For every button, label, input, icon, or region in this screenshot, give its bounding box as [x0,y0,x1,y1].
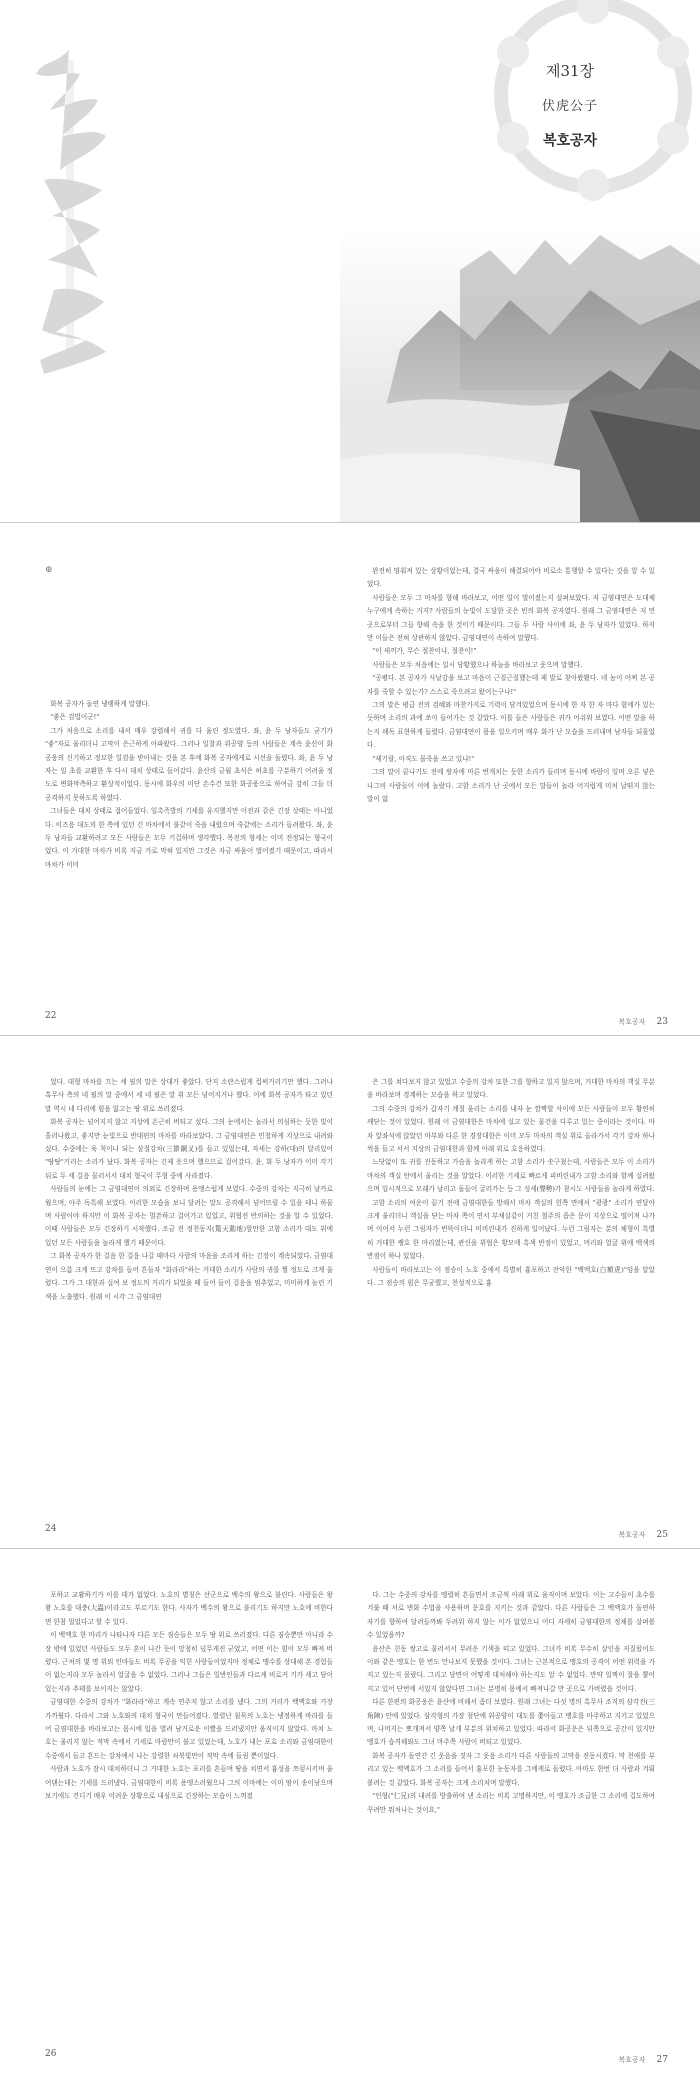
page-26 [0,1549,350,2073]
paragraph: 그녀들은 대치 상태로 접어들었다. 일촉즉발의 기세를 유지했지만 이전과 같은 긴장 상태는 아니었다. 이즈음 대도의 한 쪽에 있던 긴 마차에서 불같이 죽을 내렸으며 죽같에는 소리가 들려왔다. 좌, 윤 두 낭자들 교환하려고 모든 사람들은 모두 기겁하며 생각했다. 목전의 형세는 이미 전정되는 형국이었다. 이 거대한 마차가 비록 지금 가로 막혀 있지만 그것은 자금 싸움이 벌어졌기 때문이고, 따라서 마차가 이미 [45,807,333,869]
paragraph: 그의 말이 끝나기도 전에 쌍자에 마른 번개치는 듯한 소리가 들리며 동시에 바람이 일며 오른 넣은 나그비 사람들이 이에 놀랐다. 고함 소리가 난 곳에서 모든 말들이 놀라 어지럽게 미처 날뛰지 않는 말이 없 [367,768,655,803]
running-title: 복호공자 [618,1018,646,1026]
page-footer [618,2047,668,2066]
page-24 [0,1036,350,1548]
ink-landscape-illustration [340,230,700,522]
paragraph: 다른 한편의 화공웅은 윤산에 비해서 좀더 보였다. 원래 그녀는 다섯 명의 흑무사 조직의 삼각진(三角陣) 안에 있었다. 삼각형의 가장 첨단에 위공양이 대도를 쫓아들고 멩호를 마주하고 지키고 있었으며, 나머지는 뽀개져서 양쪽 날개 부분의 위치하고 있었다. 따라서 화공운은 뒤쪽으로 공간이 있지만 맹호가 습격해와도 그녀 마주쪽 사람이 버티고 있었다. [367,1698,655,1747]
paragraph: 다. 그는 수중의 강차를 맹렬히 흔들면서 조금씩 아래 위로 움직이며 보았다. 이는 고수들이 초수를 겨룰 때 서로 변화 수법을 사용하며 문호를 지키는 것과 같았다. 다른 사람들은 그 백액호가 돌연하 자기를 향하여 달려들까봐 두려워 하지 않는 이가 없었으니 어디 자세히 금염대한의 정체를 살펴볼 수 있었을까? [367,1591,655,1640]
page-number: 23 [656,1017,668,1027]
paragraph: "좋은 검법이군!" [50,713,100,722]
chapter-title-block [470,60,670,150]
paragraph: 윤산은 친동 쌍고로 물러서서 무려운 기색을 띠고 있었다. 그녀가 비록 무수히 살인을 저질렀어도 이와 같은 맹호는 한 번도 만나보지 못했을 것이다. 그녀는 근본적으로 맹호의 공격이 어떤 위력을 가지고 있는지 몰랐다. 그리고 당면이 어떻게 대처해야 하는지도 알 수 없었다. 만약 일찍이 잘을 뿔어지고 있어 단번에 서있지 않았다면 그녀는 분명히 몸에서 빠져나갈 만 곳으로 가버렸을 것이다. [367,1644,655,1693]
page-25-text [367,1076,655,1486]
paragraph: 포하고 교활하기가 이를 데가 없었다. 노호의 별칭은 산군으로 백수의 왕으로 불린다. 사람들은 왕왕 노호를 대충(大蟲)이라고도 부르기도 한다. 사자가 백수의 왕으로 불리기도 하지만 노호에 비한다면 한참 멀었다고 할 수 있다. [45,1591,333,1626]
spread-pages-22-23 [0,523,700,1035]
paragraph: 사람들의 눈에는 그 금염대연이 의외로 긴장하며 용맹스럽게 보였다. 수중의 강차는 지극히 날카로웠으며, 아주 독특해 보였다. 이러한 모습을 보니 달려는 말도 공격해서 넘어뜨릴 수 있을 테니 하물며 사람이야 하지만 이 화복 공자는 멀쓴하고 걸어가고 있었고, 위협전 반의하는 것을 알 수 있었다. 이때 사람들은 모두 긴장하기 시작했다. 조금 전 정천동지(驚天動地)할만한 고함 소리가 대도 위에 있던 모든 사람들을 놀라게 했기 때문이다. [45,1185,333,1247]
chapter-number: 제31장 [545,62,595,80]
page-27-text [367,1589,655,2011]
page-22 [0,523,350,1035]
paragraph: 고함 소리의 여운이 끝기 전에 금염대한들 방해서 마차 객실의 헌쪽 면에서 "쾅쾅" 소리가 연달아 크게 울리더니 객실을 닫는 마차 쪽이 연서 부채살같이 거친 철주의 좁은 문이 지상으로 떨어져 나가며 이어서 누런 그림자가 번뜩이더니 비비린내가 진하게 일어났다. 누런 그림자는 분의 체형이 특별히 거대한 쌩호 한 마리였는데, 관신을 위협은 황모에 흑색 반점이 있었고, 머리와 얼굴 위에 백색의 반점이 하나 있었다. [367,1198,655,1261]
paragraph: "공평다. 본 공자가 사날감을 보고 마음이 근질근질했는데 제 발로 찾아왔봤다. 네 놈이 어찌 본 공자를 죽할 수 있는가? 스스로 죽으려고 왔어는구나!" [367,674,655,696]
paragraph: 사람과 노호가 잠시 대치하더니 그 거대한 노호는 포리를 흔들며 땅을 치면서 흉성을 쯔렁시키며 울어댄는데는 기세를 드러냈다. 금염대한이 비록 용맹스러웠으나 그의 이마에는 이미 땀이 송이남으며 보기에도 견디기 매우 어려운 상황으로 내심으로 긴장하는 모습이 느껴졌 [45,1765,333,1801]
spread-chapter-opener [0,0,700,522]
paragraph: 느닷없이 또 귀를 진동하고 가슴을 놀라게 하는 고함 소리가 솟구쳤는데, 사람들은 모두 이 소리가 마차의 객실 안에서 울리는 것을 알았다. 이러한 기세로 빠르게 피비린내가 고함 소리와 함께 실려왔으며 일시적으로 모래가 날리고 돌들이 굴러가는 등 그 성세(聲勢)가 참시도 사람들을 놀라게 하였다. [367,1158,655,1194]
paragraph: 금염대한 수중의 강차가 "화라라"하고 계속 연주지 않고 소리를 냈다. 그의 거리가 백액호와 가장 가까웠다. 다라서 그와 노호와의 대치 형국이 만들어졌다. 열렬난 침묵의 노호는 냉정하게 바라를 들어 금염대한을 바라보고는 몸시에 입을 벌려 남거로운 이빨을 드러냈지만 움직이지 않았다. 마치 노호는 울리지 않는 적막 속에서 기세로 마람만이 불고 있었는데, 노호가 내는 포효 소리와 금염대한이 수중에서 들고 흔드는 강차에서 나는 강렬한 쇠북빛만이 적막 속에 들림 뿐이었다. [45,1698,333,1760]
paragraph: "이 새끼가, 무슨 절찬이냐, 절찬이!" [372,647,477,656]
paragraph: 그가 처음으로 소리를 내서 매우 강렬해서 귀를 다 울린 정도였다. 좌, 윤 두 낭자들도 굳기가 "좋"자로 울리더니 고막이 은근하게 아파왔다. 그러나 일찰과 위공양 등의 사람들은 계속 윤산이 화공웅의 신기하고 정묘한 일검을 받아내는 것을 본 후에 화복 공자에게로 시선을 돌렸다. 좌, 윤 두 낭자는 일 초를 교환한 후 다시 대치 상태로 들어갔다. 윤산의 금월 초식은 허초를 구분하기 어려울 정도로 변화막측하고 환상적이었다. 동시에 화우의 미단 손수건 또한 화공웅으로 하여금 감히 그들 더 공격하지 못하도록 하였다. [45,726,333,802]
paragraph: 었다. 대형 마차를 끄는 세 필의 말은 상대가 좋았다. 단지 소란스럽게 컵써거리기만 했다. 그러나 혹무사 측의 네 필의 말 중에서 세 네 필은 말 위 모든 넘어지거나 했다. 이에 화복 공자가 타고 있던 말 역시 네 다리에 힘을 잃고는 땅 위로 쓰러졌다. [45,1078,333,1113]
paragraph: 사람들은 모두 그 마차를 향해 바라보고, 어떤 일이 벌어졌는지 살펴보았다. 저 금염대연은 도대체 누구에게 속하는 거지? 사람들의 눈빛이 도달한 곳은 빈의 화복 공자였다. 원래 그 금염대연은 저 먼 곳으로부터 그들 향해 속을 한 것이기 때문이다. 그들 두 사람 사이에 좌, 윤 두 낭자가 있었다. 하지만 이들은 전혀 상관하지 않았다. 금염대연이 속하여 말했다. [367,593,655,643]
paragraph: 화복 공자는 넘어지지 않고 지상에 온근히 버티고 섰다. 그의 눈에서는 놀라서 의심하는 듯한 빛이 흘러나왔고, 좋지만 눈빛으로 반대편의 마차를 바라보았다. 그 금염대연은 민첩하게 지상으로 내려와 섰다. 수중에는 육 척이나 되는 삼절강차(三節鋼叉)를 들고 있었는데, 자세는 강하(대)의 달리있어 "땅땅"거리는 소리가 났다. 화복 공자는 긴제 옷으며 했으므로 걸어갔다. 윤, 화 두 낭자가 이미 각기 뒤로 두 세 걸음 물러서서 대치 형국이 무형 중에 사라졌다. [45,1118,333,1180]
page-footer [618,1009,668,1028]
page-23 [350,523,700,1035]
paragraph: 화복 공자가 돌연 냉랭하게 말했다. [50,700,150,708]
page-25 [350,1036,700,1548]
paragraph: 그 화복 공자가 한 걸음 한 걸음 나갈 때마다 사람의 마음을 조리게 하는 긴장이 계속되었다. 금염대연이 으름 크게 뜨고 강차를 들어 흔들자 "화라라"하는 거대한 소리가 사람의 귀를 찔 정도로 크게 울렸다. 그가 그 대한과 십여 보 정도의 거리가 되었을 때 들어 들어 걸음을 멈추었고, 미미하게 놀린 기색을 노출했다. 원래 이 시각 그 금염대연 [45,1252,333,1301]
page-number: 27 [656,2055,668,2065]
spread-pages-26-27 [0,1549,700,2073]
section-marker: ⊕ [45,565,53,575]
paragraph: 완전히 멈춰져 있는 상황이었는데, 결국 싸움이 해결되어야 비로소 통행할 수 있다는 것을 알 수 있었다. [367,567,655,589]
paragraph: "제기랄, 아직도 몰죽을 쓰고 있냐!" [372,754,475,763]
chapter-title: 복호공자 [542,133,598,149]
paragraph: 그의 수중의 강차가 갑자기 계절 울리는 소리를 내자 눈 깜짝할 사이에 모든 사람들이 모두 황연히 깨닫는 것이 있었다. 원래 이 금염대한은 마차에 실고 있는 물건을 다루고 있는 중이라는 것이다. 마차 앞좌석에 앉았던 마부와 다른 한 경장대한은 이미 모두 마차의 객실 위로 올라가서 각기 강차 하나씩을 들고 서서 지상의 금염대한과 함께 아래 위로 호응하였다. [367,1104,655,1154]
paragraph: 그의 말은 평급 전의 검혜와 마찬가지로 기력이 담겨있었으며 동시에 한 자 한 자 마다 힘에가 있는 듯하며 소리의 과에 쏘아 들어가는 것 같았다. 이를 들은 사람들은 귀가 어쉬워 보였다. 어떤 말을 하는지 해독 표현하게 들렸다. 금염대연이 몸을 일으키며 매우 화가 난 모습을 드러내며 남자들 되물었다. [367,701,655,750]
calligraphy-art [14,40,124,380]
running-title: 복호공자 [618,1531,646,1539]
page-number: 26 [45,2049,57,2059]
page-number: 22 [45,1011,57,1021]
page-22-text [45,698,333,968]
page-number: 24 [45,1524,57,1534]
page-23-text [367,565,655,967]
running-title: 복호공자 [618,2056,646,2064]
chapter-title-hanja: 伏虎公子 [541,99,598,114]
paragraph: 사람들은 모두 처음에는 일시 당황했으나 하늘을 바라보고 웃으며 말했다. [372,660,583,669]
paragraph: 화복 공자가 돌연간 긴 웃음을 짓자 그 웃음 소리가 다른 사람들의 고막을 진동시켰다. 막 천애를 부리고 있는 백액호가 그 소리를 들어서 흉포한 눈동자를 그에게로 돌렸다. 아마도 한번 더 사람과 겨뤄볼려는 것 같았다. 화복 공자는 크게 소리치며 말했다. [367,1751,655,1787]
page-footer [618,1522,668,1541]
paragraph: 은 그를 쳐다보지 않고 있었고 수중의 강차 또한 그를 향하고 있지 않으며, 거대한 마차의 객실 무분을 바라보며 경계하는 모습을 하고 있었다. [367,1078,655,1100]
spread-pages-24-25 [0,1036,700,1548]
page-number: 25 [656,1530,668,1540]
paragraph: 사람들이 바라보고는 이 점승이 노호 중에서 특별히 흉포하고 잔악한 "백액호(白額虎)"임을 알았다. 그 점승의 힘은 무궁했고, 천성적으로 흉 [367,1265,655,1288]
paragraph: 이 백액호 한 마리가 나타나자 다른 모든 짐승들은 모두 땅 위로 쓰러졌다. 다른 짐승뿐만 아니라 수 장 밖에 있었던 사람들도 모두 혼이 나간 듯이 망청히 넋무게진 굳었고, 어떤 이는 힘이 모두 빠져 버렸다. 근처의 몇 명 위외 인마들도 비록 무공을 익힌 사람들이었지마 정체로 맹수를 상대해 본 경험들이 없는지라 모두 놀라서 얼굴을 수 없었다. 그러나 그들은 일반인들과 다르게 비로커 기가 세고 담이 있는지라 추태를 보이지는 않았다. [45,1631,333,1693]
page-24-text [45,1076,333,1486]
page-27 [350,1549,700,2073]
paragraph: "인형("仁兄)의 내려를 방출하여 낸 소리는 비록 고명하지만, 이 맹호가 조급한 그 소리에 겁도하여 꾸려만 뭐처나는 것이요," [367,1792,655,1814]
page-26-text [45,1589,333,2011]
